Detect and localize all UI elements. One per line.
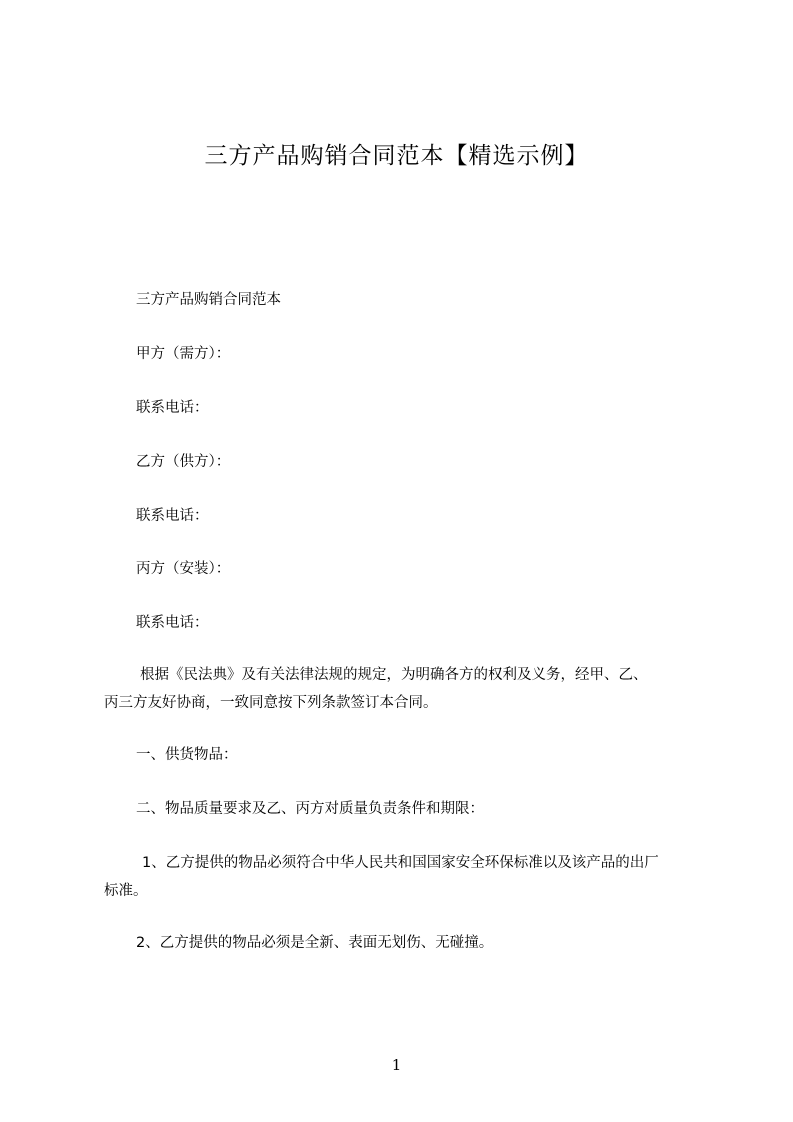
preamble-line-2: 丙三方友好协商，一致同意按下列条款签订本合同。 bbox=[104, 695, 438, 711]
party-c-label: 丙方（安装）： bbox=[136, 561, 231, 577]
clause-1-line-1: 1、乙方提供的物品必须符合中华人民共和国国家安全环保标准以及该产品的出厂 bbox=[142, 855, 659, 871]
section-2-heading: 二、物品质量要求及乙、丙方对质量负责条件和期限： bbox=[136, 801, 484, 817]
section-1-heading: 一、供货物品： bbox=[136, 747, 238, 763]
page-number: 1 bbox=[391, 1056, 402, 1074]
clause-2: 2、乙方提供的物品必须是全新、表面无划伤、无碰撞。 bbox=[136, 935, 494, 951]
preamble-line-1: 根据《民法典》及有关法律法规的规定，为明确各方的权利及义务，经甲、乙、 bbox=[140, 667, 648, 683]
party-c-phone-label: 联系电话： bbox=[136, 615, 209, 631]
party-a-label: 甲方（需方）： bbox=[136, 346, 231, 362]
contract-subtitle: 三方产品购销合同范本 bbox=[136, 292, 281, 308]
document-title: 三方产品购销合同范本【精选示例】 bbox=[204, 143, 589, 169]
party-a-phone-label: 联系电话： bbox=[136, 400, 209, 416]
party-b-phone-label: 联系电话： bbox=[136, 508, 209, 524]
clause-1-line-2: 标准。 bbox=[104, 883, 148, 899]
party-b-label: 乙方（供方）： bbox=[136, 454, 231, 470]
